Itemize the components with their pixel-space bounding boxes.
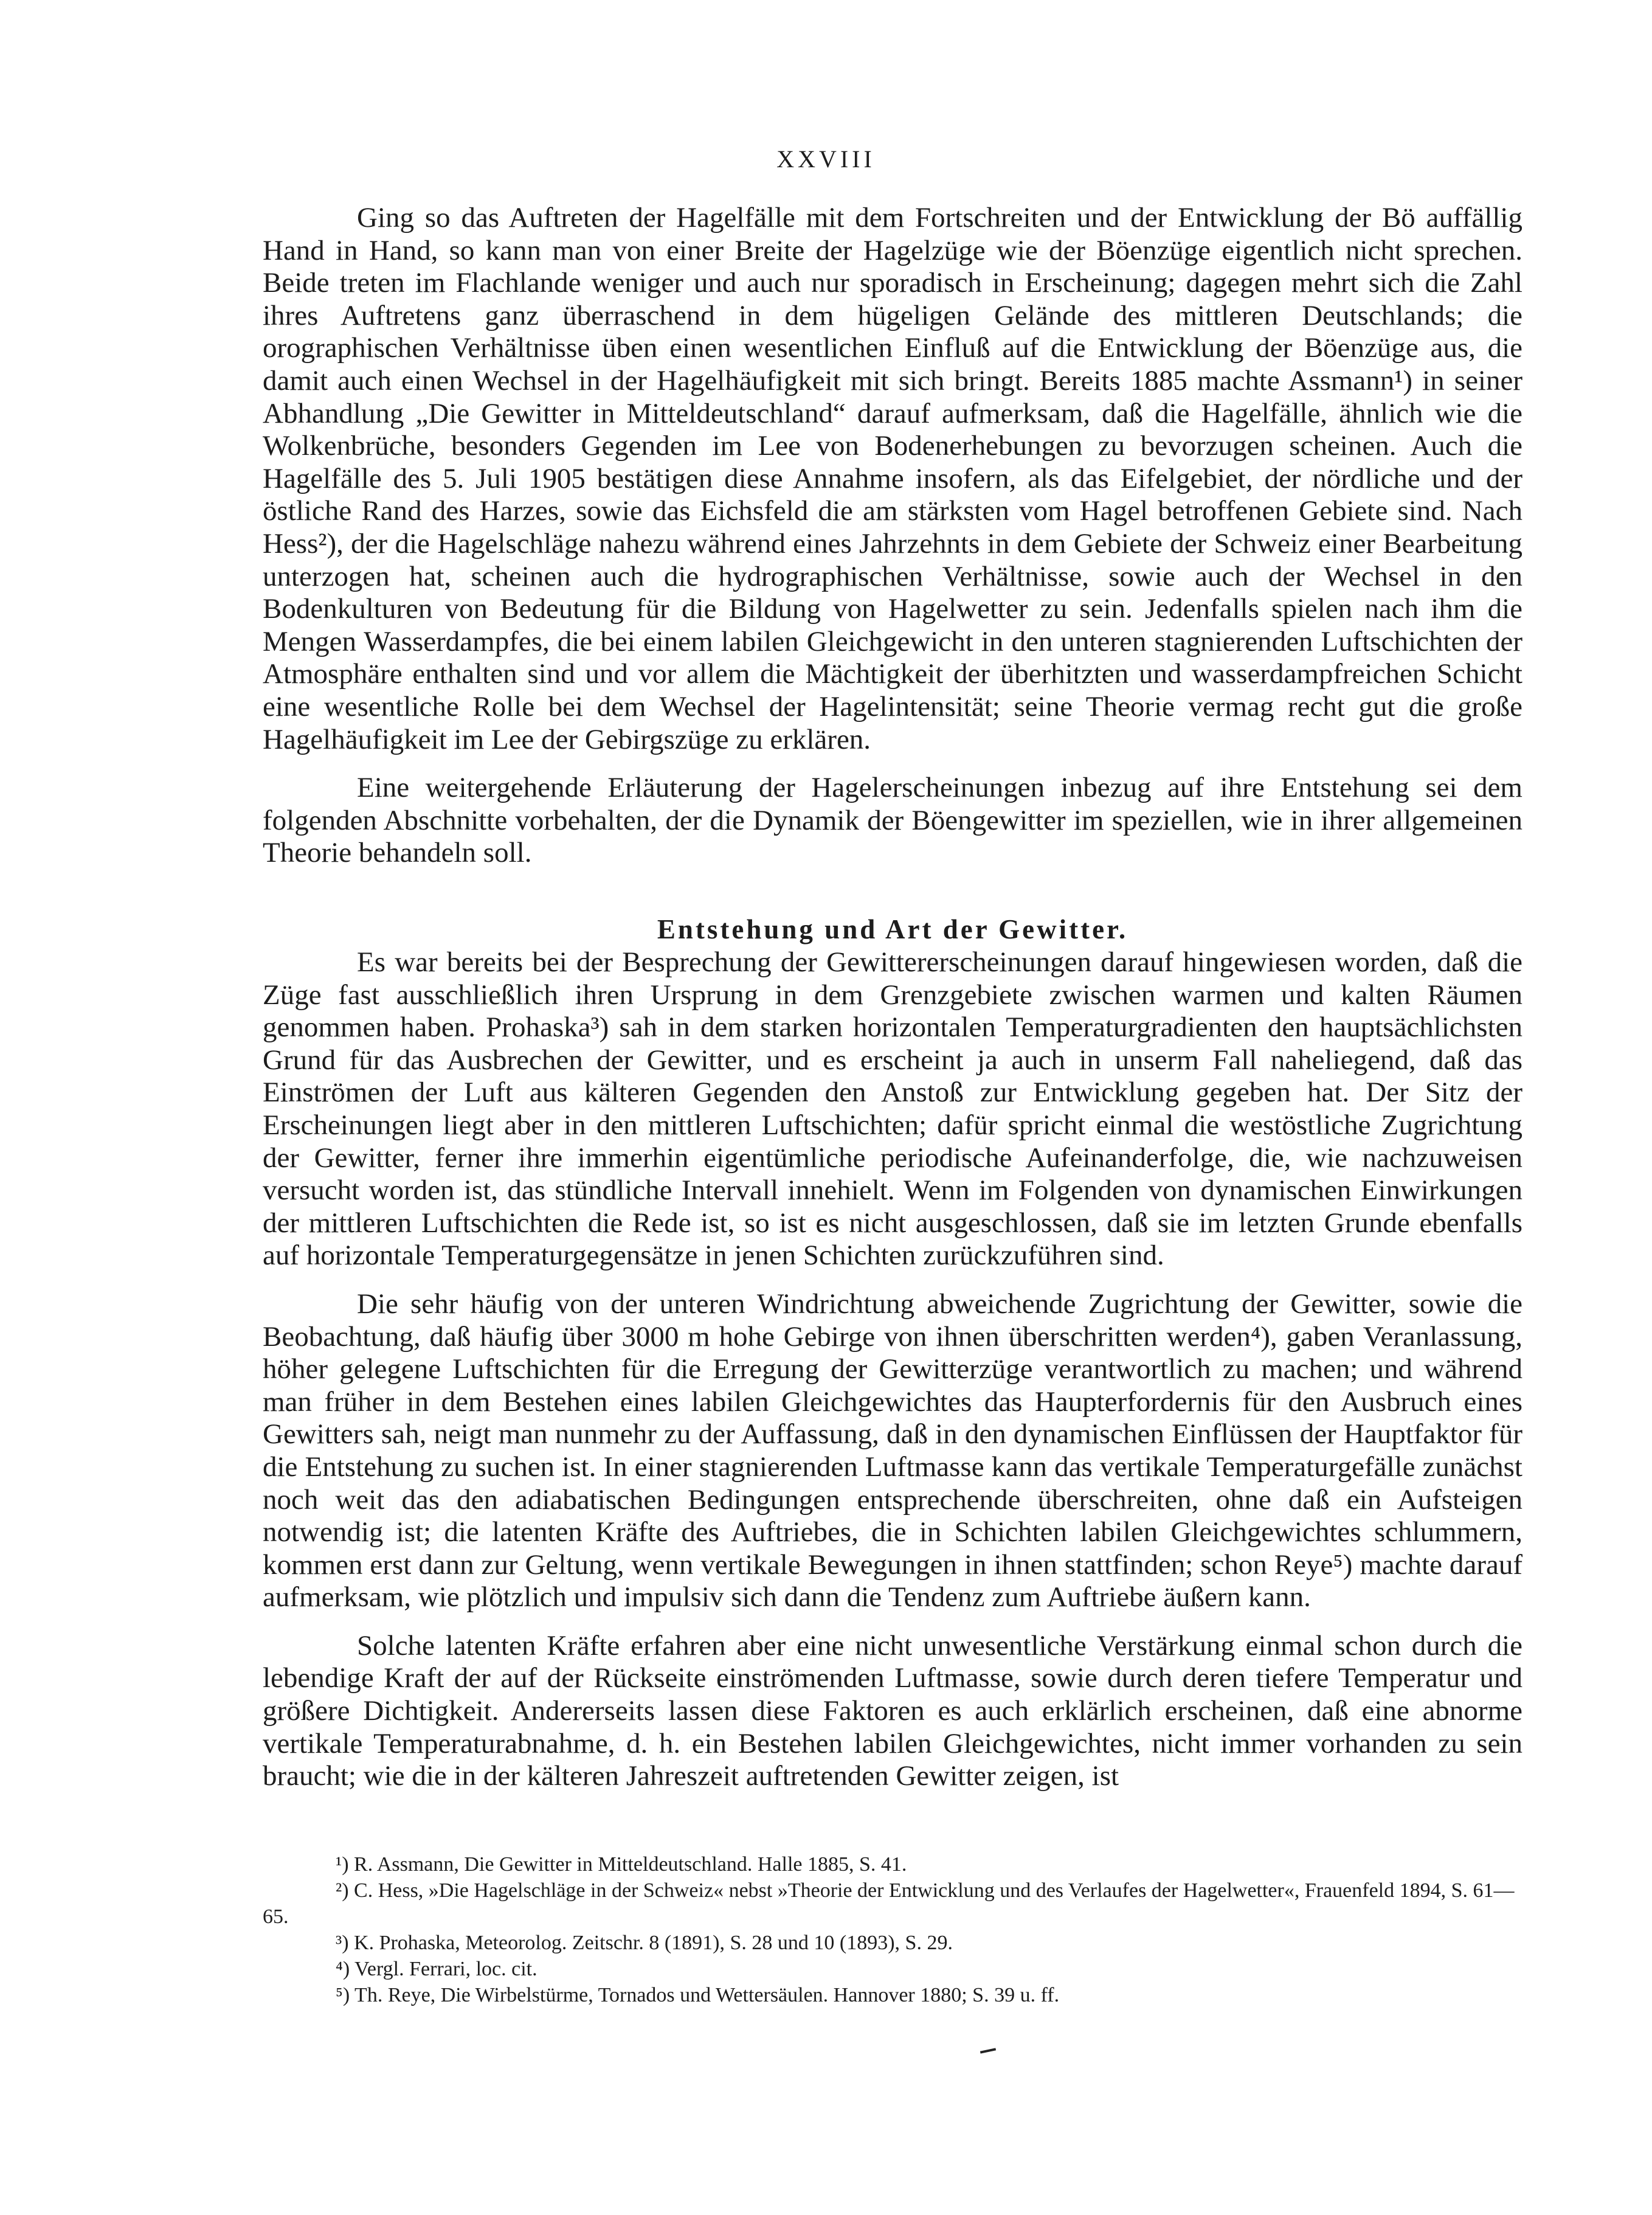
intro-text-block — [263, 202, 1522, 870]
section-heading: Entstehung und Art der Gewitter. — [657, 914, 1128, 945]
paragraph-dynamics: Die sehr häufig von der unteren Windrichtung abweichende Zugrichtung der Gewitter, sowie die Beobachtung, daß häufig über 3000 m hohe Gebirge von ihnen überschritten werden⁴), gaben Veranlassung, höher gelegene Luftschichten für die Erregung der Gewitterzüge verantwortlich zu machen; und während man früher in dem Bestehen eines labilen Gleichgewichtes das Haupterfordernis für den Ausbruch eines Gewitters sah, neigt man nunmehr zu der Auffassung, daß in den dynamischen Einflüssen der Hauptfaktor für die Entstehung zu suchen ist. In einer stagnierenden Luftmasse kann das vertikale Temperaturgefälle zunächst noch weit das den adiabatischen Bedingungen entsprechende überschreiten, ohne daß ein Aufsteigen notwendig ist; die latenten Kräfte des Auftriebes, die in Schichten labilen Gleichgewichtes schlummern, kommen erst dann zur Geltung, wenn vertikale Bewegungen in ihnen stattfinden; schon Reye⁵) machte darauf aufmerksam, wie plötzlich und impulsiv sich dann die Tendenz zum Auftriebe äußern kann. — [263, 1288, 1522, 1614]
footnote-3: ³) K. Prohaska, Meteorolog. Zeitschr. 8 (1891), S. 28 und 10 (1893), S. 29. — [336, 1932, 953, 1954]
paragraph-hail-outlook: Eine weitergehende Erläuterung der Hagelerscheinungen inbezug auf ihre Entstehung sei dem folgenden Abschnitte vorbehalten, der die Dynamik der Böengewitter im speziellen, wie in ihrer allgemeinen Theorie behandeln soll. — [263, 772, 1522, 869]
section-text-block — [263, 946, 1522, 1793]
page-number: XXVIII — [776, 145, 876, 173]
paragraph-latent-forces: Solche latenten Kräfte erfahren aber eine nicht unwesentliche Verstärkung einmal schon durch die lebendige Kraft der auf der Rückseite einströmenden Luftmasse, sowie durch deren tiefere Temperatur und größere Dichtigkeit. Andererseits lassen diese Faktoren es auch erklärlich erscheinen, daß eine abnorme vertikale Temperaturabnahme, d. h. ein Bestehen labilen Gleichgewichtes, nicht immer vorhanden zu sein braucht; wie die in der kälteren Jahreszeit auftretenden Gewitter zeigen, ist — [263, 1629, 1522, 1792]
footnote-4: ⁴) Vergl. Ferrari, loc. cit. — [336, 1958, 537, 1980]
footnote-2: ²) C. Hess, »Die Hagelschläge in der Schweiz« nebst »Theorie der Entwicklung und des Verlaufes der Hagelwetter«, Frauenfeld 1894, S. 61—65. — [263, 1879, 1515, 1928]
footnote-5: ⁵) Th. Reye, Die Wirbelstürme, Tornados und Wettersäulen. Hannover 1880; S. 39 u. ff. — [336, 1984, 1060, 2006]
paragraph-hail-orography: Ging so das Auftreten der Hagelfälle mit dem Fortschreiten und der Entwicklung der Bö auffällig Hand in Hand, so kann man von einer Breite der Hagelzüge wie der Böenzüge eigentlich nicht sprechen. Beide treten im Flachlande weniger und auch nur sporadisch in Erscheinung; dagegen mehrt sich die Zahl ihres Auftretens ganz überraschend in dem hügeligen Gelände des mittleren Deutschlands; die orographischen Verhältnisse üben einen wesentlichen Einfluß auf die Entwicklung der Böenzüge aus, die damit auch einen Wechsel in der Hagelhäufigkeit mit sich bringt. Bereits 1885 machte Assmann¹) in seiner Abhandlung „Die Gewitter in Mitteldeutschland“ darauf aufmerksam, daß die Hagelfälle, ähnlich wie die Wolkenbrüche, besonders Gegenden im Lee von Bodenerhebungen zu bevorzugen scheinen. Auch die Hagelfälle des 5. Juli 1905 bestätigen diese Annahme insofern, als das Eifelgebiet, der nördliche und der östliche Rand des Harzes, sowie das Eichsfeld die am stärksten vom Hagel betroffenen Gebiete sind. Nach Hess²), der die Hagelschläge nahezu während eines Jahrzehnts in dem Gebiete der Schweiz einer Bearbeitung unterzogen hat, scheinen auch die hydrographischen Verhältnisse, sowie auch der Wechsel in den Bodenkulturen von Bedeutung für die Bildung von Hagelwetter zu sein. Jedenfalls spielen nach ihm die Mengen Wasserdampfes, die bei einem labilen Gleichgewicht in den unteren stagnierenden Luftschichten der Atmosphäre enthalten sind und vor allem die Mächtigkeit der überhitzten und wasserdampfreichen Schicht eine wesentliche Rolle bei dem Wechsel der Hagelintensität; seine Theorie vermag recht gut die große Hagelhäufigkeit im Lee der Gebirgszüge zu erklären. — [263, 202, 1522, 755]
footnotes — [263, 1851, 1522, 2008]
footnote-1: ¹) R. Assmann, Die Gewitter in Mitteldeutschland. Halle 1885, S. 41. — [336, 1853, 907, 1876]
ink-mark — [980, 2048, 996, 2053]
paragraph-origin: Es war bereits bei der Besprechung der Gewittererscheinungen darauf hingewiesen worden, daß die Züge fast ausschließlich ihren Ursprung in dem Grenzgebiete zwischen warmen und kalten Räumen genommen haben. Prohaska³) sah in dem starken horizontalen Temperaturgradienten den hauptsächlichsten Grund für das Ausbrechen der Gewitter, und es erscheint ja auch in unserm Fall naheliegend, daß das Einströmen der Luft aus kälteren Gegenden den Anstoß zur Entwicklung gegeben hat. Der Sitz der Erscheinungen liegt aber in den mittleren Luftschichten; dafür spricht einmal die westöstliche Zugrichtung der Gewitter, ferner ihre immerhin eigentümliche periodische Aufeinanderfolge, die, wie nachzuweisen versucht worden ist, das stündliche Intervall innehielt. Wenn im Folgenden von dynamischen Einwirkungen der mittleren Luftschichten die Rede ist, so ist es nicht ausgeschlossen, daß sie im letzten Grunde ebenfalls auf horizontale Temperaturgegensätze in jenen Schichten zurückzuführen sind. — [263, 946, 1522, 1272]
